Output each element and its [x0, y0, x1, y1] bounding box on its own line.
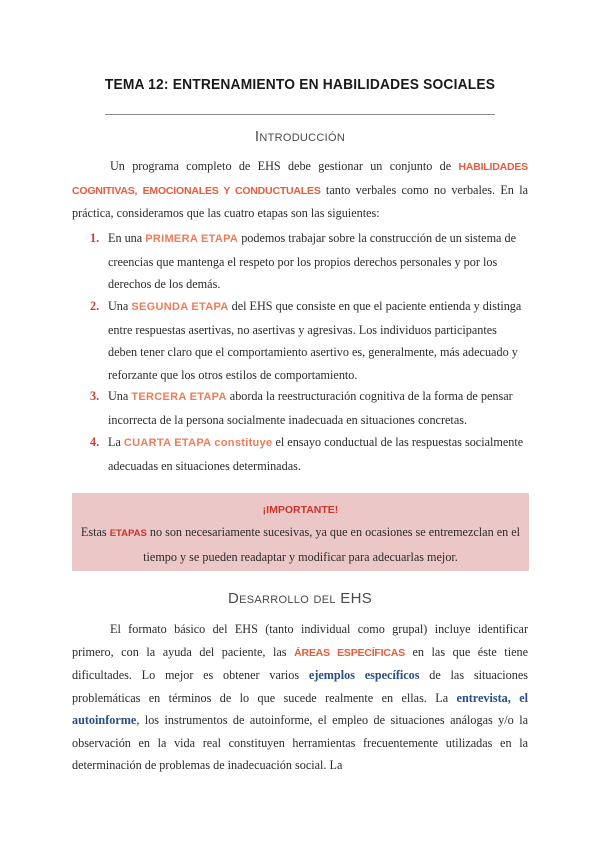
development-paragraph	[72, 618, 528, 777]
stage-text-a: La	[108, 435, 124, 449]
stage-number: 1.	[90, 231, 100, 245]
highlight-ejemplos: ejemplos específicos	[308, 668, 420, 682]
stage-number: 2.	[90, 299, 100, 313]
dev-text-d: , los instrumentos de autoinforme, el empleo de situaciones análogas y/o la observación en la vida real constituyen herramientas frecuentemente utilizadas en la determinación de problemas de inadecuación social. La	[72, 713, 528, 772]
stage-text-b: del EHS que consiste en que el paciente entienda y distinga entre respuestas asertivas, no asertivas y agresivas. Los individuos participantes deben tener claro que el comportamiento asertivo es, generalmente, más adecuado y reforzante que los otros estilos de comportamiento.	[108, 299, 522, 382]
stage-highlight: PRIMERA ETAPA	[145, 233, 239, 245]
dev-text-a: El formato básico del EHS (tanto individual como grupal) incluye identificar primero, con la ayuda del paciente, las	[72, 622, 528, 659]
callout-text	[80, 521, 521, 568]
intro-paragraph	[72, 155, 528, 225]
stage-text-a: Una	[108, 299, 132, 313]
callout-text-a: Estas	[80, 525, 110, 539]
stage-item-3	[90, 385, 528, 431]
highlight-areas: ÁREAS ESPECÍFICAS	[294, 646, 405, 659]
stage-number: 4.	[90, 435, 100, 449]
callout-text-b: no son necesariamente sucesivas, ya que en ocasiones se entremezclan en el tiempo y se pueden readaptar y modificar para adecuarlas mejor.	[143, 525, 521, 564]
stage-text-b: aborda la reestructuración cognitiva de la forma de pensar incorrecta de la persona socialmente inadecuada en situaciones concretas.	[108, 389, 513, 427]
callout-highlight: ETAPAS	[109, 528, 147, 539]
stage-item-2	[90, 295, 528, 386]
stage-item-1	[90, 227, 528, 296]
dev-text-c: de las situaciones problemáticas en términos de lo que sucede realmente en ellas. La	[72, 668, 528, 705]
intro-text-b: tanto verbales como no verbales. En la práctica, consideramos que las cuatro etapas son las siguientes:	[72, 182, 528, 220]
stage-number: 3.	[90, 389, 100, 403]
highlight-entrevista: entrevista, el autoinforme	[72, 690, 529, 727]
stage-item-4	[90, 431, 528, 477]
stage-highlight: CUARTA ETAPA constituye	[123, 437, 273, 449]
stage-text-b: el ensayo conductual de las respuestas socialmente adecuadas en situaciones determinadas.	[108, 435, 524, 473]
page-title: TEMA 12: ENTRENAMIENTO EN HABILIDADES SOCIALES	[104, 76, 496, 93]
highlight-habilidades: HABILIDADES COGNITIVAS,	[72, 161, 528, 197]
stage-highlight: SEGUNDA ETAPA	[131, 301, 229, 313]
section-heading-introduccion: Introducción	[254, 128, 346, 145]
section-heading-desarrollo: Desarrollo del EHS	[227, 590, 373, 607]
intro-text-a: Un programa completo de EHS debe gestionar un conjunto de	[110, 159, 459, 173]
stage-highlight: TERCERA ETAPA	[131, 391, 227, 403]
dev-text-b: en las que éste tiene dificultades. Lo mejor es obtener varios	[72, 644, 528, 682]
stage-text-b: podemos trabajar sobre la construcción de un sistema de creencias que mantenga el respeto por los propios derechos personales y por los derechos de los demás.	[108, 231, 517, 291]
title-divider	[105, 114, 495, 115]
important-callout	[72, 493, 529, 571]
stage-text-a: Una	[108, 389, 132, 403]
callout-title: ¡IMPORTANTE!	[262, 504, 339, 516]
highlight-emocionales: EMOCIONALES Y CONDUCTUALES	[142, 184, 321, 197]
stage-text-a: En una	[108, 231, 146, 245]
